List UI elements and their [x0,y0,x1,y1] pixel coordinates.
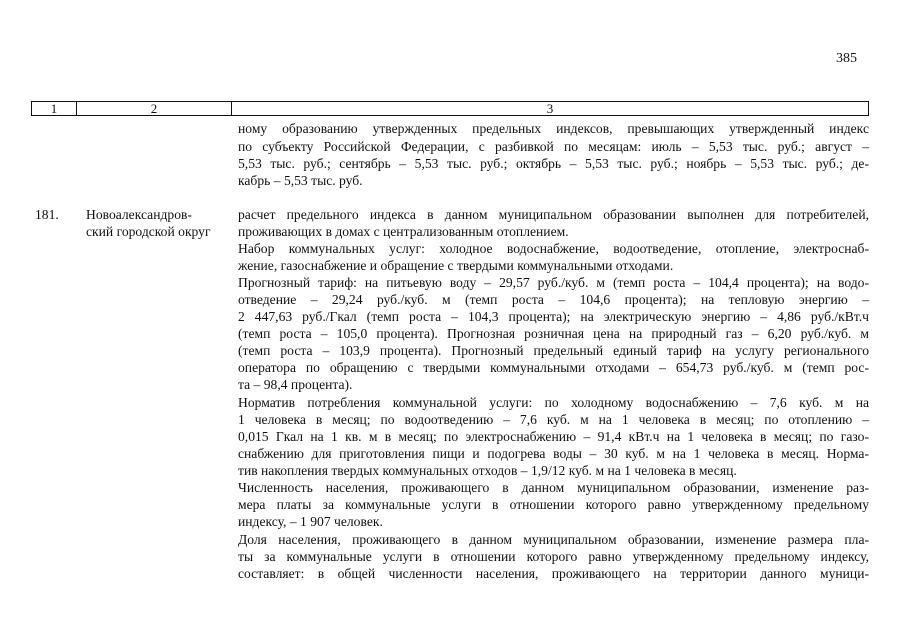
column-header-row [31,101,869,116]
entry-text-line: та – 98,4 процента). [238,377,353,392]
continuation-line: кабрь – 5,53 тыс. руб. [238,173,363,188]
entry-text-line: оператора по обращению с твердыми коммунальными отходами – 654,73 руб./куб. м (темп рос- [238,360,869,375]
entry-text-line: составляет: в общей численности населения, проживающего на территории данного муници- [238,566,869,581]
continuation-line: 5,53 тыс. руб.; сентябрь – 5,53 тыс. руб.; октябрь – 5,53 тыс. руб.; ноябрь – 5,53 тыс. руб.; де- [238,156,869,171]
column-header-2: 2 [77,102,232,115]
entry-text-line: тив накопления твердых коммунальных отходов – 1,9/12 куб. м на 1 человека в месяц. [238,463,737,478]
entry-text-line: ты за коммунальные услуги в отношении которого равно утвержденному предельному индексу, [238,549,869,564]
entry-text-line: индексу, – 1 907 человек. [238,514,383,529]
entry-text-line: (темп роста – 103,9 процента). Прогнозный предельный единый тариф на услугу регионального [238,343,869,358]
entry-text-line: снабжению для приготовления пищи и подогрева воды – 30 куб. м на 1 человека в месяц. Норма- [238,446,869,461]
column-header-3: 3 [546,101,554,116]
page-number: 385 [836,51,857,66]
entry-text-line: 2 447,63 руб./Гкал (темп роста – 104,3 процента); на электрическую энергию – 4,86 руб./кВт.ч [238,309,869,324]
entry-text-line: (темп роста – 105,0 процента). Прогнозная розничная цена на природный газ – 6,20 руб./куб. м [238,326,869,341]
entry-text-line: Численность населения, проживающего в данном муниципальном образовании, изменение раз- [238,480,869,495]
entry-text-line: 1 человека в месяц; по водоотведению – 7,6 куб. м на 1 человека в месяц; по отоплению – [238,412,869,427]
continuation-line: по субъекту Российской Федерации, с разбивкой по месяцам: июль – 5,53 тыс. руб.; август – [238,139,869,154]
entry-text-line: Доля населения, проживающего в данном муниципальном образовании, изменение размера пла- [238,532,869,547]
entry-text-line: Прогнозный тариф: на питьевую воду – 29,57 руб./куб. м (темп роста – 104,4 процента); на водо- [238,275,869,290]
entry-text-line: отведение – 29,24 руб./куб. м (темп роста – 104,6 процента); на тепловую энергию – [238,292,869,307]
continuation-line: ному образованию утвержденных предельных индексов, превышающих утвержденный индекс [238,121,869,136]
entry-number: 181. [35,207,59,222]
entry-text-line: Норматив потребления коммунальной услуги: по холодному водоснабжению – 7,6 куб. м на [238,395,869,410]
municipality-name-line: Новоалександров- [86,207,192,222]
entry-text-line: Набор коммунальных услуг: холодное водоснабжение, водоотведение, отопление, электроснаб- [238,241,869,256]
entry-text-line: жение, газоснабжение и обращение с твердыми коммунальными отходами. [238,258,674,273]
entry-text-line: расчет предельного индекса в данном муниципальном образовании выполнен для потребителей, [238,207,869,222]
entry-text-line: мера платы за коммунальные услуги в отношении которого равно утвержденному предельному [238,497,869,512]
entry-text-line: проживающих в домах с централизованным отоплением. [238,224,569,239]
column-header-1: 1 [32,102,77,115]
entry-text-line: 0,015 Гкал на 1 кв. м в месяц; по электроснабжению – 91,4 кВт.ч на 1 человека в месяц; по газо- [238,429,869,444]
municipality-name-line: ский городской округ [86,224,211,239]
